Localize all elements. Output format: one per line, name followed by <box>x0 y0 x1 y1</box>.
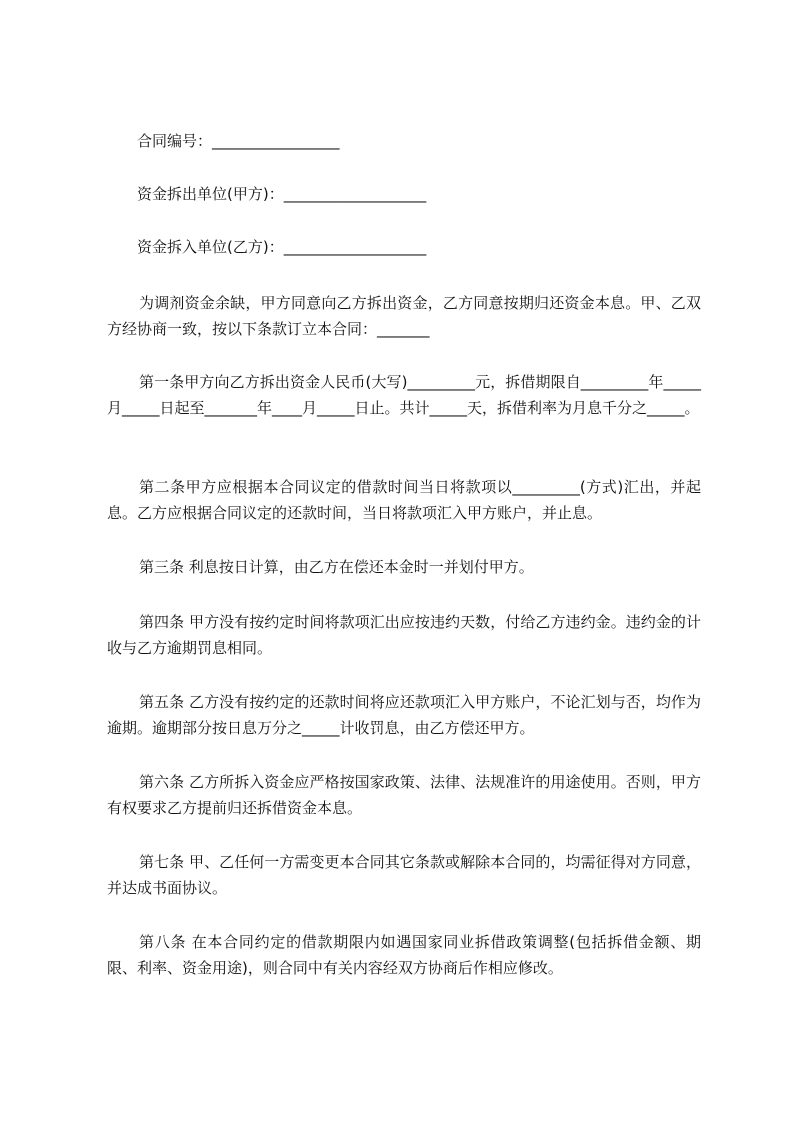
contract-number-field: 合同编号：_________________ <box>137 132 340 150</box>
article-7: 第七条 甲、乙任何一方需变更本合同其它条款或解除本合同的，均需征得对方同意，并达成书面协议。 <box>107 853 701 897</box>
article-1: 第一条甲方向乙方拆出资金人民币(大写)_________元，拆借期限自_________年_____月_____日起至_______年____月_____日止。共计_____天，拆借利率为月息千分之_____。 <box>107 373 701 417</box>
contract-intro: 为调剂资金余缺，甲方同意向乙方拆出资金，乙方同意按期归还资金本息。甲、乙双方经协商一致，按以下条款订立本合同：_______ <box>107 294 701 338</box>
article-8: 第八条 在本合同约定的借款期限内如遇国家同业拆借政策调整(包括拆借金额、期限、利率、资金用途)，则合同中有关内容经双方协商后作相应修改。 <box>107 933 701 977</box>
article-4: 第四条 甲方没有按约定时间将款项汇出应按违约天数，付给乙方违约金。违约金的计收与乙方逾期罚息相同。 <box>107 613 701 657</box>
article-2: 第二条甲方应根据本合同议定的借款时间当日将款项以_________(方式)汇出，并起息。乙方应根据合同议定的还款时间，当日将款项汇入甲方账户，并止息。 <box>107 478 701 522</box>
borrower-unit-field: 资金拆入单位(乙方)：___________________ <box>137 238 427 256</box>
lender-unit-field: 资金拆出单位(甲方)：___________________ <box>137 185 427 203</box>
article-5: 第五条 乙方没有按约定的还款时间将应还款项汇入甲方账户，不论汇划与否，均作为逾期。逾期部分按日息万分之_____计收罚息，由乙方偿还甲方。 <box>107 693 701 737</box>
article-6: 第六条 乙方所拆入资金应严格按国家政策、法律、法规准许的用途使用。否则，甲方有权要求乙方提前归还拆借资金本息。 <box>107 773 701 817</box>
article-3: 第三条 利息按日计算，由乙方在偿还本金时一并划付甲方。 <box>139 558 534 576</box>
